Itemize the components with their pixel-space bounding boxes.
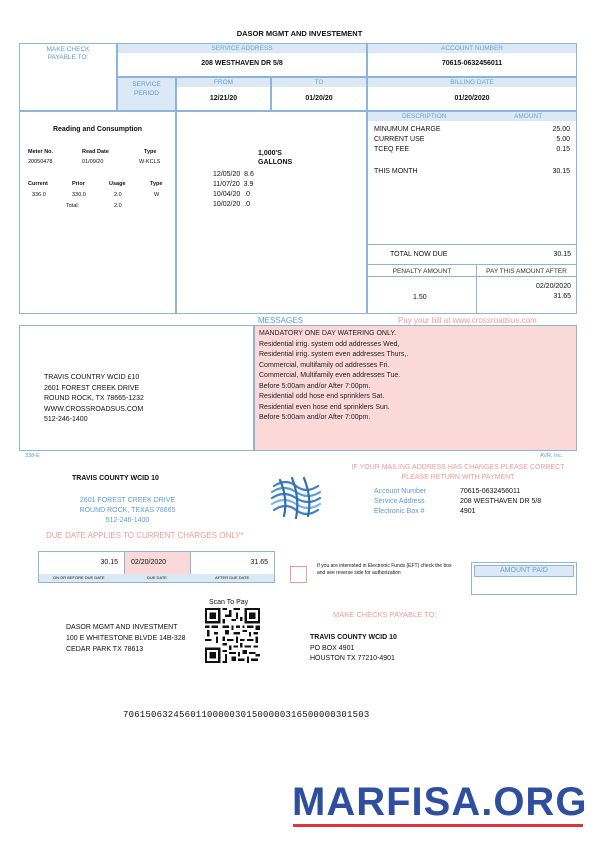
charges-panel: [367, 111, 577, 314]
account-number-value: 70615-0632456011: [441, 60, 503, 67]
stub-phone: 512-246-1400: [105, 517, 150, 524]
type-value: W-KCLS: [139, 159, 161, 165]
due-date-note: DUE DATE APPLIES TO CURRENT CHARGES ONLY*: [46, 531, 244, 540]
payee-line: HOUSTON TX 77210-4901: [310, 655, 395, 662]
charge-desc-list: [374, 125, 441, 177]
document-title: DASOR MGMT AND INVESTEMENT: [236, 29, 363, 38]
message-line: Residential odd hose end sprinklers Sat.: [259, 393, 385, 400]
usage-value: 2.0: [114, 192, 122, 198]
payable-to-label: MAKE CHECKS PAYABLE TO:: [333, 610, 437, 619]
message-line: Commercial, Multifamily even addresses Tue.: [259, 372, 401, 379]
message-line: Commercial, multifamily od addresses Fri.: [259, 361, 390, 369]
amount-paid-box[interactable]: [471, 562, 577, 595]
service-address-value: 208 WESTHAVEN DR 5/8: [201, 60, 283, 67]
payee-address: [310, 633, 397, 665]
prior-value: 330.0: [72, 192, 86, 198]
before-due-amount: 30.15: [100, 559, 118, 566]
amount-paid-label: AMOUNT PAID: [474, 565, 574, 577]
messages-box: [254, 325, 577, 451]
before-due-label: ON OR BEFORE DUE DATE: [53, 575, 105, 580]
account-number-label: ACCOUNT NUMBER: [368, 44, 576, 53]
amount-label: AMOUNT: [514, 113, 543, 120]
utility-address-box: [19, 325, 254, 451]
utility-line: 2601 FOREST CREEK DRIVE: [44, 384, 140, 392]
service-address-label-stub: Service Address: [374, 498, 425, 505]
stub-addr-line: 2601 FOREST CREEK DRIVE: [79, 497, 176, 504]
service-address-value-stub: 208 WESTHAVEN DR 5/8: [460, 498, 542, 505]
customer-line: DASOR MGMT AND INVESTMENT: [66, 624, 178, 631]
charge-amount: 5.00: [556, 136, 570, 143]
total-label: Total:: [66, 203, 80, 209]
type2-label: Type: [150, 181, 163, 187]
charge-desc: TCEQ FEE: [374, 146, 410, 153]
after-amount-value: 31.65: [553, 293, 571, 300]
after-due-label: AFTER DUE DATE: [215, 575, 250, 580]
stub-utility-name: TRAVIS COUNTY WCID 10: [72, 475, 159, 482]
history-row: 10/04/20 .0: [213, 191, 250, 198]
account-number-label-stub: Account Number: [374, 488, 427, 495]
utility-line: ROUND ROCK, TX 78665-1232: [44, 395, 144, 402]
usage-history-panel: [176, 111, 367, 314]
from-label: FROM: [177, 78, 270, 87]
penalty-row: [368, 265, 576, 313]
electronic-box-value: 4901: [460, 508, 476, 515]
before-due-box: [39, 552, 125, 574]
penalty-label: PENALTY AMOUNT: [368, 267, 476, 277]
eft-checkbox[interactable]: [290, 566, 307, 583]
amount-boxes: [38, 551, 275, 583]
current-label: Current: [28, 181, 48, 187]
stub-info-labels: [374, 487, 426, 517]
pay-after-label: PAY THIS AMOUNT AFTER: [477, 267, 576, 277]
total-due-value: 30.15: [553, 251, 571, 258]
type-label: Type: [144, 149, 157, 155]
messages-label: MESSAGES: [258, 316, 303, 325]
make-check-label: MAKE CHECK PAYABLE TO:: [46, 46, 90, 61]
scan-to-pay-label: Scan To Pay: [209, 599, 249, 606]
meter-no-value: 20050478: [28, 159, 53, 165]
customer-address: [66, 622, 186, 655]
account-number-value-stub: 70615-0632456011: [460, 488, 521, 495]
stub-addr-line: ROUND ROCK, TEXAS 78665: [79, 507, 176, 514]
messages-list: [259, 329, 408, 424]
billing-date-value: 01/20/2020: [454, 95, 490, 102]
stub-address: [40, 496, 215, 526]
utility-address: [44, 373, 144, 426]
due-date-value: 02/20/2020: [131, 559, 167, 566]
usage-label: Usage: [109, 181, 126, 187]
message-line: MANDATORY ONE DAY WATERING ONLY.: [259, 330, 397, 337]
due-label: DUE DATE: [147, 575, 167, 580]
charge-amount: 25.00: [552, 126, 570, 133]
service-address-label: SERVICE ADDRESS: [118, 44, 366, 53]
history-row: 12/05/20 8.6: [213, 171, 254, 178]
amount-labels-row: [39, 574, 274, 582]
make-check-cell: [19, 43, 117, 111]
message-line: Residential even hose end sprinklers Sun.: [259, 403, 390, 411]
service-period-cell: [117, 77, 176, 111]
pay-online-text: Pay your bill at www.crossroadsus.com: [398, 316, 537, 325]
history-list: [213, 170, 254, 210]
payee-line: TRAVIS COUNTY WCID 10: [310, 634, 397, 641]
customer-line: 100 E WHITESTONE BLVDE 14B-328: [66, 635, 186, 642]
from-value: 12/21/20: [209, 95, 238, 102]
message-line: Residential irrig. system even addresses Thurs,.: [259, 351, 409, 358]
service-address-cell: [117, 43, 367, 77]
address-change-notice: IF YOUR MAILING ADDRESS HAS CHANGES PLEASE CORRECT PLEASE RETURN WITH PAYMENT: [351, 464, 565, 481]
after-due-box: [191, 552, 274, 574]
qr-code[interactable]: [205, 608, 260, 663]
utility-logo: [266, 472, 326, 524]
message-line: Residential irrig. system odd addresses Wed,: [259, 340, 400, 348]
due-date-box: [125, 552, 191, 574]
this-month-value: 30.15: [552, 168, 570, 175]
history-row: 11/07/20 3.9: [213, 181, 254, 188]
charge-amount-list: [552, 125, 570, 177]
after-date-value: 02/20/2020: [535, 283, 571, 290]
charge-amount: 0.15: [556, 146, 570, 153]
prior-label: Prior: [72, 181, 85, 187]
after-due-amount: 31.65: [250, 559, 268, 566]
reading-title: Reading and Consumption: [52, 126, 143, 133]
customer-line: CEDAR PARK TX 78613: [66, 646, 144, 653]
water-wave-logo-icon: [266, 472, 326, 524]
watermark-underline: [293, 824, 583, 827]
utility-line: WWW.CROSSROADSUS.COM: [44, 405, 144, 413]
payee-line: PO BOX 4901: [310, 644, 355, 652]
stub-info-values: [460, 487, 541, 517]
charges-header: [368, 112, 576, 121]
utility-line: 512-246-1400: [44, 416, 88, 423]
scan-line-number: 70615063245601100000301500000316500000301503: [123, 710, 370, 720]
watermark-text: MARFISA.ORG: [292, 780, 588, 824]
billing-date-cell: [367, 77, 577, 111]
service-period-label: SERVICE PERIOD: [132, 81, 161, 97]
description-label: DESCRIPTION: [402, 113, 447, 120]
penalty-value: 1.50: [413, 294, 427, 301]
history-row: 10/02/20 .0: [213, 201, 250, 208]
usage-unit: 1,000'S GALLONS: [258, 150, 293, 166]
utility-line: TRAVIS COUNTRY WCID £10: [44, 374, 140, 381]
message-line: Before 5:00am and/or After 7:00pm.: [259, 414, 371, 421]
total-due-row: [368, 244, 576, 265]
current-value: 336.0: [32, 192, 46, 198]
type2-value: W: [154, 192, 160, 198]
charge-desc: CURRENT USE: [374, 136, 425, 143]
electronic-box-label: Electronic Box #: [374, 508, 425, 515]
stub-code-right: AVR, Inc.: [540, 453, 563, 459]
message-line: Before 5:00am and/or After 7:00pm.: [259, 382, 371, 390]
read-date-label: Read Date: [82, 149, 109, 155]
account-number-cell: [367, 43, 577, 77]
qr-code-icon: [205, 608, 260, 663]
this-month-label: THIS MONTH: [374, 168, 418, 175]
to-value: 01/20/20: [305, 95, 333, 102]
charge-desc: MINUMUM CHARGE: [374, 126, 441, 133]
reading-panel: [19, 111, 176, 314]
to-label: TO: [272, 78, 366, 87]
to-cell: [271, 77, 367, 111]
read-date-value: 01/09/20: [82, 159, 104, 165]
meter-no-label: Meter No.: [28, 149, 54, 155]
stub-code-left: 338-E: [25, 453, 40, 459]
from-cell: [176, 77, 271, 111]
eft-text: If you are interested in Electronic Funds (EFT) check the box and see reverse side for authorization: [317, 563, 452, 576]
billing-date-label: BILLING DATE: [368, 78, 576, 87]
total-due-label: TOTAL NOW DUE: [390, 251, 448, 258]
total-value: 2.0: [114, 203, 122, 209]
